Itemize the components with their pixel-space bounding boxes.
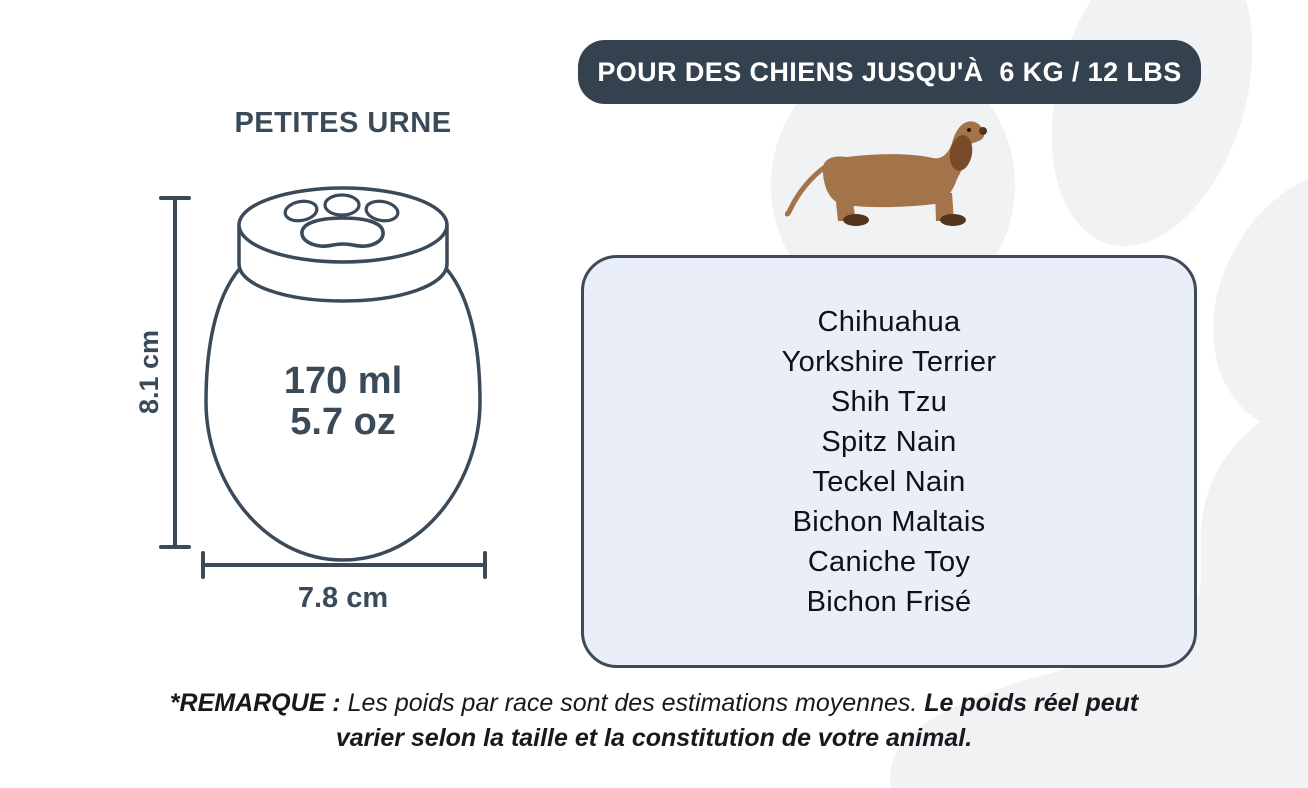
urn-width-label: 7.8 cm xyxy=(297,582,389,614)
dachshund-icon xyxy=(785,115,990,230)
note-label: *REMARQUE : xyxy=(169,689,341,717)
breed-item: Spitz Nain xyxy=(821,425,957,458)
urn-capacity-ml: 170 ml xyxy=(283,360,403,402)
breed-item: Chihuahua xyxy=(817,305,961,338)
breed-item: Caniche Toy xyxy=(807,545,971,578)
breed-item: Yorkshire Terrier xyxy=(781,345,997,378)
urn-height-label: 8.1 cm xyxy=(134,329,164,415)
product-title: PETITES URNE xyxy=(234,107,452,139)
breed-item: Shih Tzu xyxy=(830,385,948,418)
note-line-2: varier selon la taille et la constitution de votre animal. xyxy=(335,724,973,752)
breed-item: Teckel Nain xyxy=(812,465,966,498)
note-line-1 xyxy=(94,686,1214,721)
weight-banner-label: POUR DES CHIENS JUSQU'À 6 KG / 12 LBS xyxy=(597,56,1182,87)
height-dimension-line xyxy=(161,198,189,547)
breed-list-panel xyxy=(581,255,1197,668)
urn-capacity-oz: 5.7 oz xyxy=(290,401,396,443)
note-regular-text: Les poids par race sont des estimations moyennes. xyxy=(340,689,925,717)
breed-item: Bichon Frisé xyxy=(806,585,972,618)
weight-note xyxy=(94,686,1214,756)
breed-item: Bichon Maltais xyxy=(792,505,986,538)
note-bold-text: Le poids réel peut xyxy=(924,689,1139,717)
weight-banner xyxy=(578,40,1201,104)
